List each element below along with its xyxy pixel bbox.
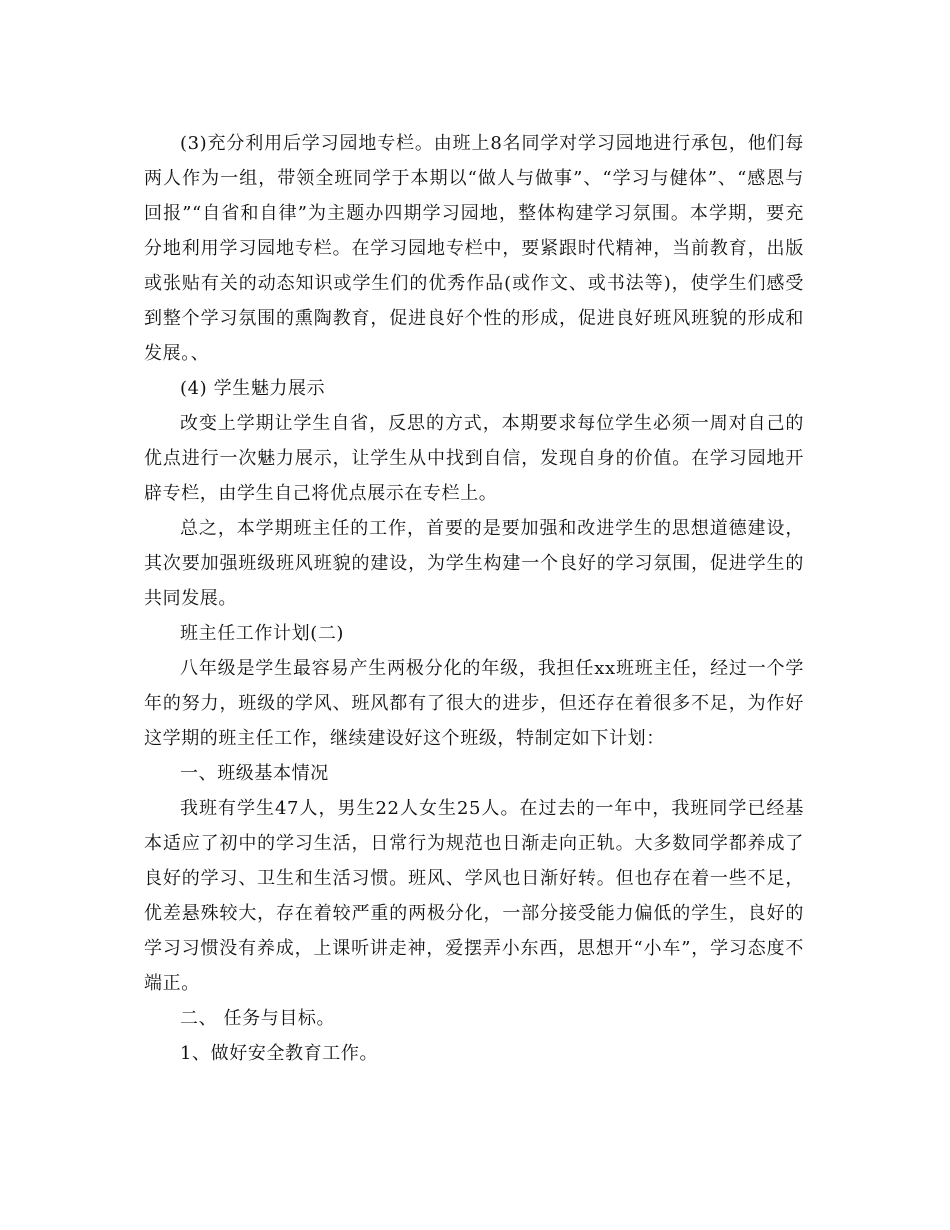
- heading-plan-two: 班主任工作计划(二): [180, 623, 345, 644]
- paragraph-grade-intro: 八年级是学生最容易产生两极分化的年级，我担任xx班班主任，经过一个学年的努力，班级的学风、班风都有了很大的进步，但还存在着很多不足，为作好这学期的班主任工作，继续建设好这个班级，特制定如下计划：: [144, 658, 804, 749]
- item-safety-education: 1、做好安全教育工作。: [180, 1043, 379, 1064]
- heading-student-charm: (4) 学生魅力展示: [180, 378, 326, 399]
- paragraph-class-situation: 我班有学生47人，男生22人女生25人。在过去的一年中，我班同学已经基本适应了初中的学习生活，日常行为规范也日渐走向正轨。大多数同学都养成了良好的学习、卫生和生活习惯。班风、学风也日渐好转。但也存在着一些不足，优差悬殊较大，存在着较严重的两极分化，一部分接受能力偏低的学生，良好的学习习惯没有养成，上课听讲走神，爱摆弄小东西，思想开“小车”，学习态度不端正。: [144, 798, 804, 994]
- paragraph-summary: 总之，本学期班主任的工作，首要的是要加强和改进学生的思想道德建设，其次要加强班级班风班貌的建设，为学生构建一个良好的学习氛围，促进学生的共同发展。: [144, 518, 804, 609]
- paragraph-study-corner: (3)充分利用后学习园地专栏。由班上8名同学对学习园地进行承包，他们每两人作为一组，带领全班同学于本期以“做人与做事”、“学习与健体”、“感恩与回报”“自省和自律”为主题办四期学习园地，整体构建学习氛围。本学期，要充分地利用学习园地专栏。在学习园地专栏中，要紧跟时代精神，当前教育，出版或张贴有关的动态知识或学生们的优秀作品(或作文、或书法等)，使学生们感受到整个学习氛围的熏陶教育，促进良好个性的形成，促进良好班风班貌的形成和发展。、: [144, 133, 804, 364]
- document-body: [144, 126, 804, 1071]
- heading-tasks-goals: 二、 任务与目标。: [180, 1008, 336, 1029]
- heading-class-situation: 一、班级基本情况: [180, 763, 329, 784]
- paragraph-charm-display: 改变上学期让学生自省，反思的方式，本期要求每位学生必须一周对自己的优点进行一次魅力展示，让学生从中找到自信，发现自身的价值。在学习园地开辟专栏，由学生自己将优点展示在专栏上。: [144, 413, 804, 504]
